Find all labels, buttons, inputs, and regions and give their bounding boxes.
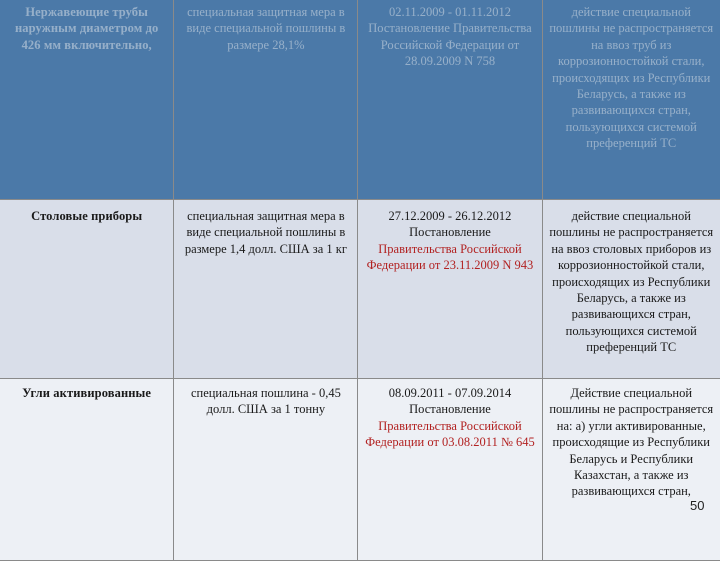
- period-cell: [358, 200, 542, 379]
- product-name: Нержавеющие трубы наружным диаметром до 426 мм включительно,: [14, 5, 159, 52]
- table-row: [0, 200, 720, 379]
- measure-text: специальная защитная мера в виде специальной пошлины в размере 28,1%: [186, 5, 346, 52]
- measure-text: специальная пошлина - 0,45 долл. США за 1 тонну: [190, 386, 341, 417]
- document-text: Постановление Правительства Российской Федерации от 28.09.2009 N 758: [368, 21, 532, 69]
- table-row: [0, 0, 720, 200]
- period-text: 02.11.2009 - 01.11.2012: [388, 5, 511, 19]
- measure-cell: [174, 0, 358, 200]
- measure-cell: [174, 379, 358, 561]
- product-name: Угли активированные: [22, 386, 152, 400]
- product-cell: [0, 379, 174, 561]
- period-cell: [358, 0, 542, 200]
- product-cell: [0, 0, 174, 200]
- period-cell: [358, 379, 542, 561]
- note-text: действие специальной пошлины не распространяется на ввоз столовых приборов из коррозионностойкой стали, происходящих из Республики Беларусь, а также из развивающихся стран, пользующихся системой преференций ТС: [549, 209, 714, 355]
- product-cell: [0, 200, 174, 379]
- note-cell: [542, 200, 720, 379]
- table-row: [0, 379, 720, 561]
- document-link[interactable]: Правительства Российской Федерации от 03.08.2011 № 645: [365, 418, 535, 450]
- document-link[interactable]: Правительства Российской Федерации от 23.11.2009 N 943: [366, 241, 534, 273]
- period-text: 08.09.2011 - 07.09.2014: [388, 386, 512, 400]
- product-name: Столовые приборы: [31, 209, 143, 223]
- note-text: действие специальной пошлины не распространяется на ввоз труб из коррозионностойкой стали, происходящих из Республики Беларусь, а также из развивающихся стран, пользующихся системой преференций ТС: [549, 5, 714, 151]
- note-cell: [542, 0, 720, 200]
- measure-text: специальная защитная мера в виде специальной пошлины в размере 1,4 долл. США за 1 кг: [184, 209, 347, 256]
- document-text: Постановление: [409, 225, 491, 240]
- measure-cell: [174, 200, 358, 379]
- note-cell: [542, 379, 720, 561]
- period-text: 27.12.2009 - 26.12.2012: [388, 209, 512, 223]
- note-text: Действие специальной пошлины не распространяется на: а) угли активированные, происходящие из Республики Беларусь и Республики Казахстан, а также из развивающихся стран,: [549, 386, 714, 499]
- page-number: 50: [690, 498, 705, 513]
- document-text: Постановление: [409, 402, 491, 417]
